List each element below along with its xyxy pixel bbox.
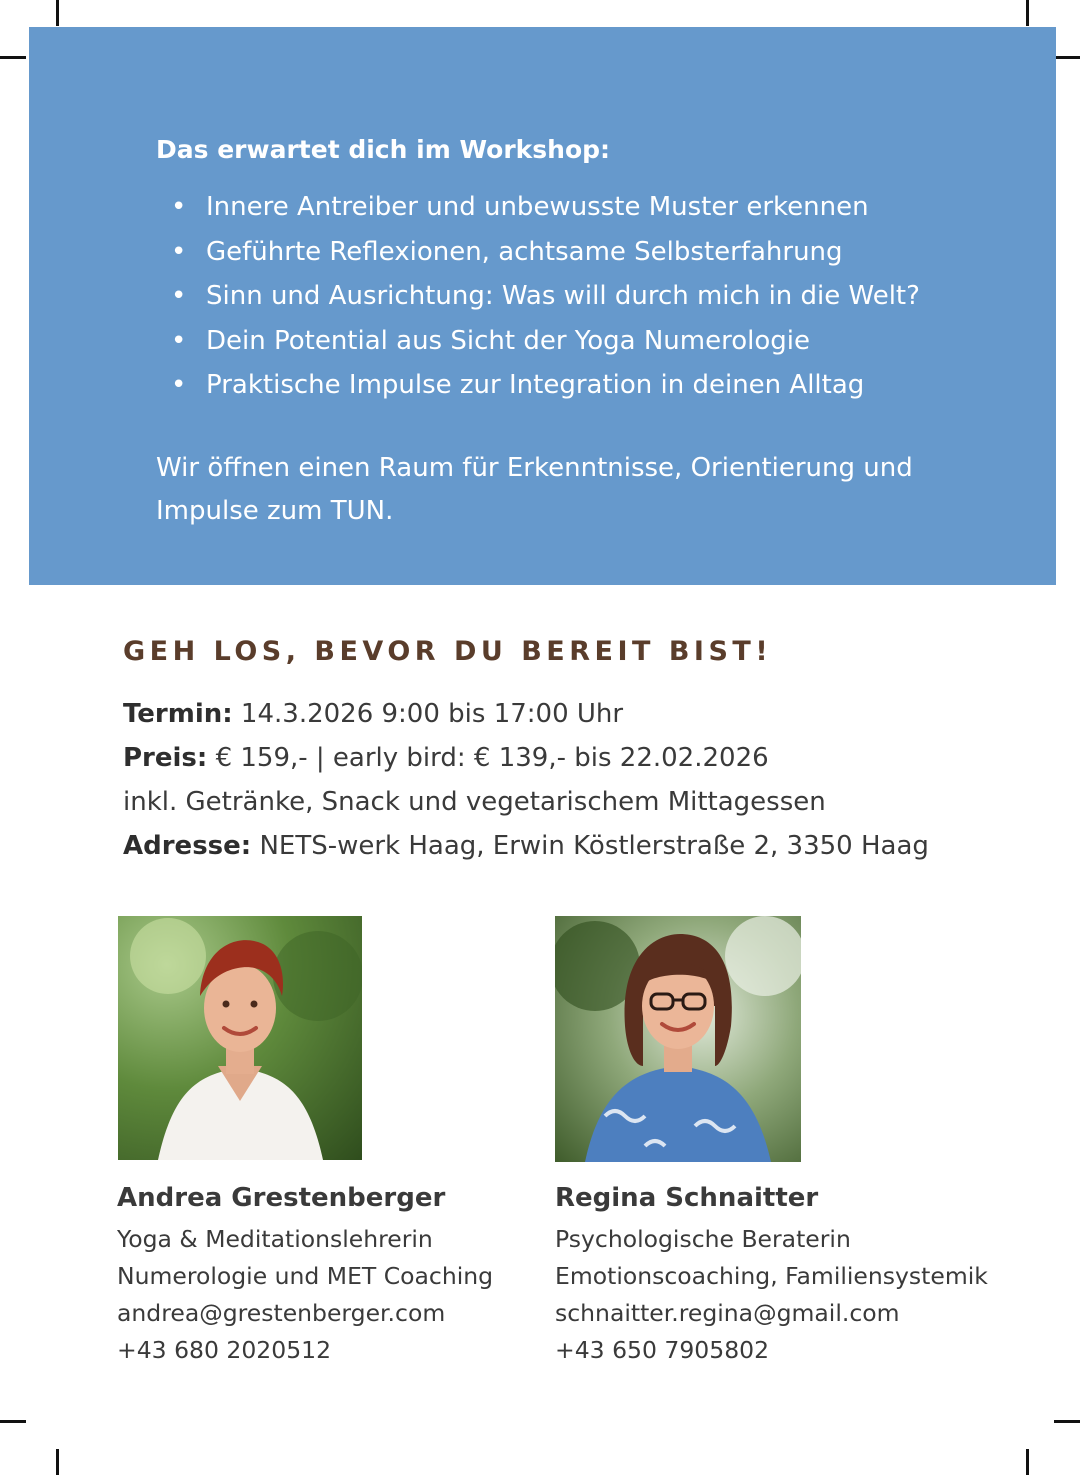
- termin-value: 14.3.2026 9:00 bis 17:00 Uhr: [240, 699, 624, 729]
- trainer-focus: Numerologie und MET Coaching: [117, 1262, 494, 1290]
- list-item: [156, 274, 920, 319]
- crop-mark-bottom-left: [56, 1449, 59, 1475]
- bullet-icon: •: [171, 192, 187, 222]
- crop-mark-top-left-horizontal: [0, 56, 26, 59]
- portrait-illustration-icon: [118, 916, 362, 1160]
- list-item: [156, 363, 920, 408]
- list-item: [156, 230, 920, 275]
- adresse-line: [123, 824, 929, 868]
- bullet-text: Geführte Reflexionen, achtsame Selbsterfahrung: [206, 236, 843, 267]
- trainer-phone: +43 650 7905802: [555, 1336, 770, 1364]
- crop-mark-bottom-right: [1026, 1449, 1029, 1475]
- bullet-text: Sinn und Ausrichtung: Was will durch mich in die Welt?: [206, 281, 920, 311]
- trainer-name: Regina Schnaitter: [555, 1183, 819, 1213]
- list-item: [156, 319, 920, 364]
- bullet-icon: •: [171, 325, 187, 356]
- termin-label: Termin:: [123, 699, 233, 729]
- bullet-text: Dein Potential aus Sicht der Yoga Numerologie: [206, 325, 810, 356]
- trainer-photo-regina: [555, 916, 801, 1162]
- adresse-label: Adresse:: [123, 831, 252, 861]
- trainer-details: [555, 1221, 988, 1369]
- termin-line: [123, 692, 929, 736]
- trainer-focus: Emotionscoaching, Familiensystemik: [555, 1262, 988, 1290]
- trainer-email: andrea@grestenberger.com: [117, 1299, 446, 1327]
- bullet-icon: •: [171, 281, 187, 311]
- workshop-info-box: [29, 27, 1056, 585]
- event-details: [123, 692, 929, 868]
- portrait-illustration-icon: [555, 916, 801, 1162]
- bullet-icon: •: [171, 236, 187, 267]
- trainer-photo-andrea: [118, 916, 362, 1160]
- crop-mark-bottom-left-horizontal: [0, 1420, 26, 1423]
- preis-value: € 159,- | early bird: € 139,- bis 22.02.2026: [215, 743, 769, 773]
- bullet-icon: •: [171, 370, 187, 400]
- preis-label: Preis:: [123, 743, 208, 773]
- trainer-phone: +43 680 2020512: [117, 1336, 332, 1364]
- crop-mark-top-right-horizontal: [1054, 56, 1080, 59]
- bullet-text: Praktische Impulse zur Integration in deinen Alltag: [206, 370, 865, 400]
- trainer-role: Yoga & Meditationslehrerin: [117, 1225, 433, 1253]
- trainer-name: Andrea Grestenberger: [117, 1183, 446, 1213]
- trainer-role: Psychologische Beraterin: [555, 1225, 851, 1253]
- list-item: [156, 185, 920, 230]
- crop-mark-top-right: [1026, 0, 1029, 26]
- preis-line: [123, 736, 929, 780]
- bullet-text: Innere Antreiber und unbewusste Muster erkennen: [206, 192, 869, 222]
- preis-note: inkl. Getränke, Snack und vegetarischem Mittagessen: [123, 787, 826, 817]
- trainer-email: schnaitter.regina@gmail.com: [555, 1299, 900, 1327]
- crop-mark-bottom-right-horizontal: [1054, 1420, 1080, 1423]
- workshop-bullet-list: [156, 185, 920, 408]
- event-title: GEH LOS, BEVOR DU BEREIT BIST!: [123, 636, 773, 667]
- workshop-heading: Das erwartet dich im Workshop:: [156, 135, 611, 164]
- crop-mark-top-left: [56, 0, 59, 26]
- adresse-value: NETS-werk Haag, Erwin Köstlerstraße 2, 3350 Haag: [259, 831, 929, 861]
- trainer-details: [117, 1221, 493, 1369]
- workshop-paragraph: Wir öffnen einen Raum für Erkenntnisse, Orientierung und Impulse zum TUN.: [156, 453, 913, 526]
